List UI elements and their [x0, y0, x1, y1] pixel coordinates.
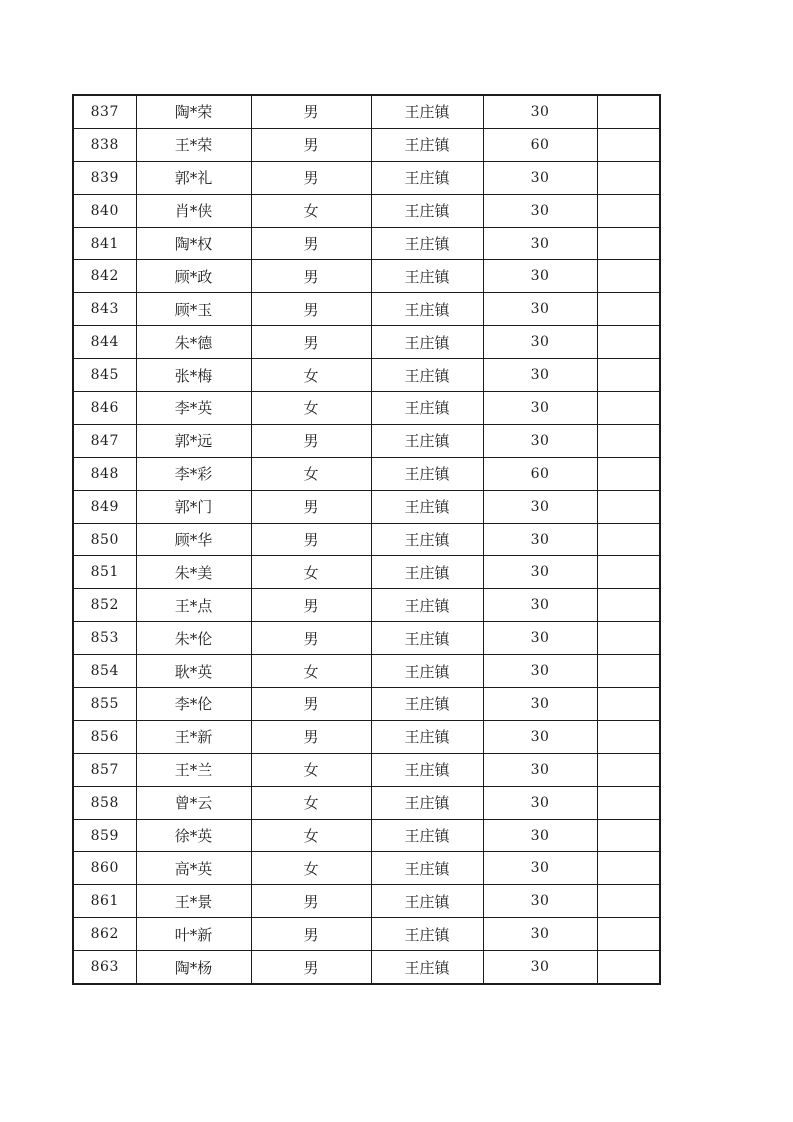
- cell-note: [597, 95, 660, 128]
- cell-gender: 男: [251, 918, 371, 951]
- cell-note: [597, 227, 660, 260]
- cell-name: 曾*云: [136, 786, 251, 819]
- cell-amount: 30: [483, 589, 597, 622]
- table-row: [73, 885, 660, 918]
- cell-gender: 男: [251, 424, 371, 457]
- cell-note: [597, 852, 660, 885]
- table-row: [73, 227, 660, 260]
- cell-index: 852: [73, 589, 136, 622]
- cell-note: [597, 326, 660, 359]
- cell-gender: 男: [251, 227, 371, 260]
- cell-amount: 30: [483, 885, 597, 918]
- cell-index: 838: [73, 128, 136, 161]
- table-row: [73, 951, 660, 984]
- cell-town: 王庄镇: [371, 326, 483, 359]
- cell-gender: 女: [251, 359, 371, 392]
- cell-name: 顾*政: [136, 260, 251, 293]
- cell-town: 王庄镇: [371, 523, 483, 556]
- cell-index: 863: [73, 951, 136, 984]
- cell-gender: 女: [251, 819, 371, 852]
- cell-index: 859: [73, 819, 136, 852]
- cell-amount: 30: [483, 392, 597, 425]
- cell-name: 陶*权: [136, 227, 251, 260]
- cell-town: 王庄镇: [371, 359, 483, 392]
- cell-town: 王庄镇: [371, 753, 483, 786]
- cell-index: 850: [73, 523, 136, 556]
- cell-amount: 30: [483, 326, 597, 359]
- cell-amount: 30: [483, 523, 597, 556]
- cell-name: 王*新: [136, 720, 251, 753]
- cell-gender: 男: [251, 128, 371, 161]
- cell-name: 顾*华: [136, 523, 251, 556]
- cell-name: 郭*礼: [136, 161, 251, 194]
- cell-gender: 女: [251, 655, 371, 688]
- cell-name: 朱*美: [136, 556, 251, 589]
- cell-name: 徐*英: [136, 819, 251, 852]
- cell-name: 王*兰: [136, 753, 251, 786]
- table-row: [73, 786, 660, 819]
- table-row: [73, 918, 660, 951]
- cell-amount: 30: [483, 819, 597, 852]
- cell-amount: 30: [483, 688, 597, 721]
- table-row: [73, 852, 660, 885]
- cell-name: 郭*远: [136, 424, 251, 457]
- table-row: [73, 260, 660, 293]
- table-row: [73, 523, 660, 556]
- cell-amount: 30: [483, 951, 597, 984]
- cell-amount: 30: [483, 293, 597, 326]
- cell-amount: 30: [483, 720, 597, 753]
- cell-amount: 30: [483, 260, 597, 293]
- cell-name: 陶*杨: [136, 951, 251, 984]
- cell-note: [597, 918, 660, 951]
- cell-name: 陶*荣: [136, 95, 251, 128]
- cell-town: 王庄镇: [371, 951, 483, 984]
- cell-note: [597, 819, 660, 852]
- cell-index: 845: [73, 359, 136, 392]
- cell-gender: 男: [251, 95, 371, 128]
- cell-town: 王庄镇: [371, 161, 483, 194]
- cell-index: 837: [73, 95, 136, 128]
- cell-note: [597, 523, 660, 556]
- cell-note: [597, 457, 660, 490]
- cell-town: 王庄镇: [371, 556, 483, 589]
- cell-name: 顾*玉: [136, 293, 251, 326]
- cell-gender: 男: [251, 260, 371, 293]
- cell-amount: 30: [483, 753, 597, 786]
- cell-note: [597, 589, 660, 622]
- cell-amount: 30: [483, 424, 597, 457]
- cell-amount: 30: [483, 227, 597, 260]
- cell-note: [597, 260, 660, 293]
- cell-town: 王庄镇: [371, 457, 483, 490]
- cell-town: 王庄镇: [371, 688, 483, 721]
- table-row: [73, 720, 660, 753]
- table-row: [73, 95, 660, 128]
- table-row: [73, 753, 660, 786]
- cell-index: 853: [73, 622, 136, 655]
- cell-note: [597, 161, 660, 194]
- cell-note: [597, 786, 660, 819]
- cell-name: 朱*德: [136, 326, 251, 359]
- cell-amount: 30: [483, 918, 597, 951]
- cell-gender: 女: [251, 852, 371, 885]
- cell-gender: 女: [251, 457, 371, 490]
- cell-index: 862: [73, 918, 136, 951]
- cell-town: 王庄镇: [371, 227, 483, 260]
- cell-note: [597, 655, 660, 688]
- cell-gender: 男: [251, 490, 371, 523]
- cell-amount: 30: [483, 852, 597, 885]
- table-row: [73, 655, 660, 688]
- cell-name: 耿*英: [136, 655, 251, 688]
- cell-amount: 60: [483, 128, 597, 161]
- table-row: [73, 688, 660, 721]
- cell-note: [597, 622, 660, 655]
- cell-index: 846: [73, 392, 136, 425]
- cell-gender: 男: [251, 885, 371, 918]
- cell-index: 860: [73, 852, 136, 885]
- table-row: [73, 326, 660, 359]
- cell-gender: 女: [251, 556, 371, 589]
- cell-gender: 女: [251, 194, 371, 227]
- cell-index: 861: [73, 885, 136, 918]
- cell-index: 844: [73, 326, 136, 359]
- cell-note: [597, 951, 660, 984]
- cell-name: 李*彩: [136, 457, 251, 490]
- cell-index: 849: [73, 490, 136, 523]
- cell-town: 王庄镇: [371, 260, 483, 293]
- cell-amount: 30: [483, 95, 597, 128]
- table-body: [73, 95, 660, 984]
- cell-amount: 30: [483, 194, 597, 227]
- table-row: [73, 392, 660, 425]
- cell-town: 王庄镇: [371, 918, 483, 951]
- cell-name: 王*景: [136, 885, 251, 918]
- cell-note: [597, 194, 660, 227]
- cell-index: 848: [73, 457, 136, 490]
- table-row: [73, 490, 660, 523]
- cell-gender: 男: [251, 589, 371, 622]
- cell-amount: 30: [483, 622, 597, 655]
- cell-name: 郭*门: [136, 490, 251, 523]
- cell-gender: 男: [251, 720, 371, 753]
- cell-amount: 30: [483, 359, 597, 392]
- cell-index: 856: [73, 720, 136, 753]
- cell-index: 842: [73, 260, 136, 293]
- cell-name: 朱*伦: [136, 622, 251, 655]
- cell-note: [597, 490, 660, 523]
- cell-town: 王庄镇: [371, 885, 483, 918]
- cell-gender: 女: [251, 786, 371, 819]
- cell-town: 王庄镇: [371, 786, 483, 819]
- cell-note: [597, 128, 660, 161]
- table-row: [73, 293, 660, 326]
- cell-note: [597, 359, 660, 392]
- cell-index: 857: [73, 753, 136, 786]
- cell-index: 841: [73, 227, 136, 260]
- cell-note: [597, 424, 660, 457]
- cell-town: 王庄镇: [371, 655, 483, 688]
- cell-town: 王庄镇: [371, 194, 483, 227]
- cell-name: 叶*新: [136, 918, 251, 951]
- table-row: [73, 359, 660, 392]
- cell-index: 840: [73, 194, 136, 227]
- cell-town: 王庄镇: [371, 128, 483, 161]
- cell-name: 肖*侠: [136, 194, 251, 227]
- table-row: [73, 556, 660, 589]
- cell-note: [597, 293, 660, 326]
- cell-amount: 30: [483, 490, 597, 523]
- cell-name: 李*伦: [136, 688, 251, 721]
- cell-note: [597, 556, 660, 589]
- cell-town: 王庄镇: [371, 490, 483, 523]
- cell-amount: 60: [483, 457, 597, 490]
- cell-index: 858: [73, 786, 136, 819]
- cell-town: 王庄镇: [371, 852, 483, 885]
- cell-index: 854: [73, 655, 136, 688]
- table-row: [73, 622, 660, 655]
- cell-amount: 30: [483, 161, 597, 194]
- cell-gender: 男: [251, 293, 371, 326]
- cell-gender: 男: [251, 951, 371, 984]
- table-row: [73, 819, 660, 852]
- cell-gender: 男: [251, 326, 371, 359]
- cell-gender: 男: [251, 161, 371, 194]
- cell-name: 王*点: [136, 589, 251, 622]
- cell-note: [597, 688, 660, 721]
- cell-index: 847: [73, 424, 136, 457]
- cell-note: [597, 753, 660, 786]
- table-row: [73, 457, 660, 490]
- cell-town: 王庄镇: [371, 819, 483, 852]
- cell-note: [597, 392, 660, 425]
- cell-amount: 30: [483, 655, 597, 688]
- cell-index: 839: [73, 161, 136, 194]
- cell-town: 王庄镇: [371, 95, 483, 128]
- cell-note: [597, 720, 660, 753]
- table-row: [73, 424, 660, 457]
- cell-gender: 男: [251, 523, 371, 556]
- cell-index: 843: [73, 293, 136, 326]
- cell-name: 张*梅: [136, 359, 251, 392]
- cell-gender: 女: [251, 753, 371, 786]
- table-row: [73, 128, 660, 161]
- cell-gender: 男: [251, 622, 371, 655]
- table-row: [73, 589, 660, 622]
- cell-town: 王庄镇: [371, 392, 483, 425]
- cell-name: 王*荣: [136, 128, 251, 161]
- cell-town: 王庄镇: [371, 424, 483, 457]
- cell-town: 王庄镇: [371, 622, 483, 655]
- roster-table: [72, 94, 661, 985]
- cell-amount: 30: [483, 786, 597, 819]
- cell-index: 855: [73, 688, 136, 721]
- cell-note: [597, 885, 660, 918]
- cell-town: 王庄镇: [371, 293, 483, 326]
- cell-name: 李*英: [136, 392, 251, 425]
- cell-gender: 女: [251, 392, 371, 425]
- table-row: [73, 194, 660, 227]
- cell-gender: 男: [251, 688, 371, 721]
- table-row: [73, 161, 660, 194]
- cell-amount: 30: [483, 556, 597, 589]
- cell-index: 851: [73, 556, 136, 589]
- cell-town: 王庄镇: [371, 589, 483, 622]
- cell-town: 王庄镇: [371, 720, 483, 753]
- cell-name: 高*英: [136, 852, 251, 885]
